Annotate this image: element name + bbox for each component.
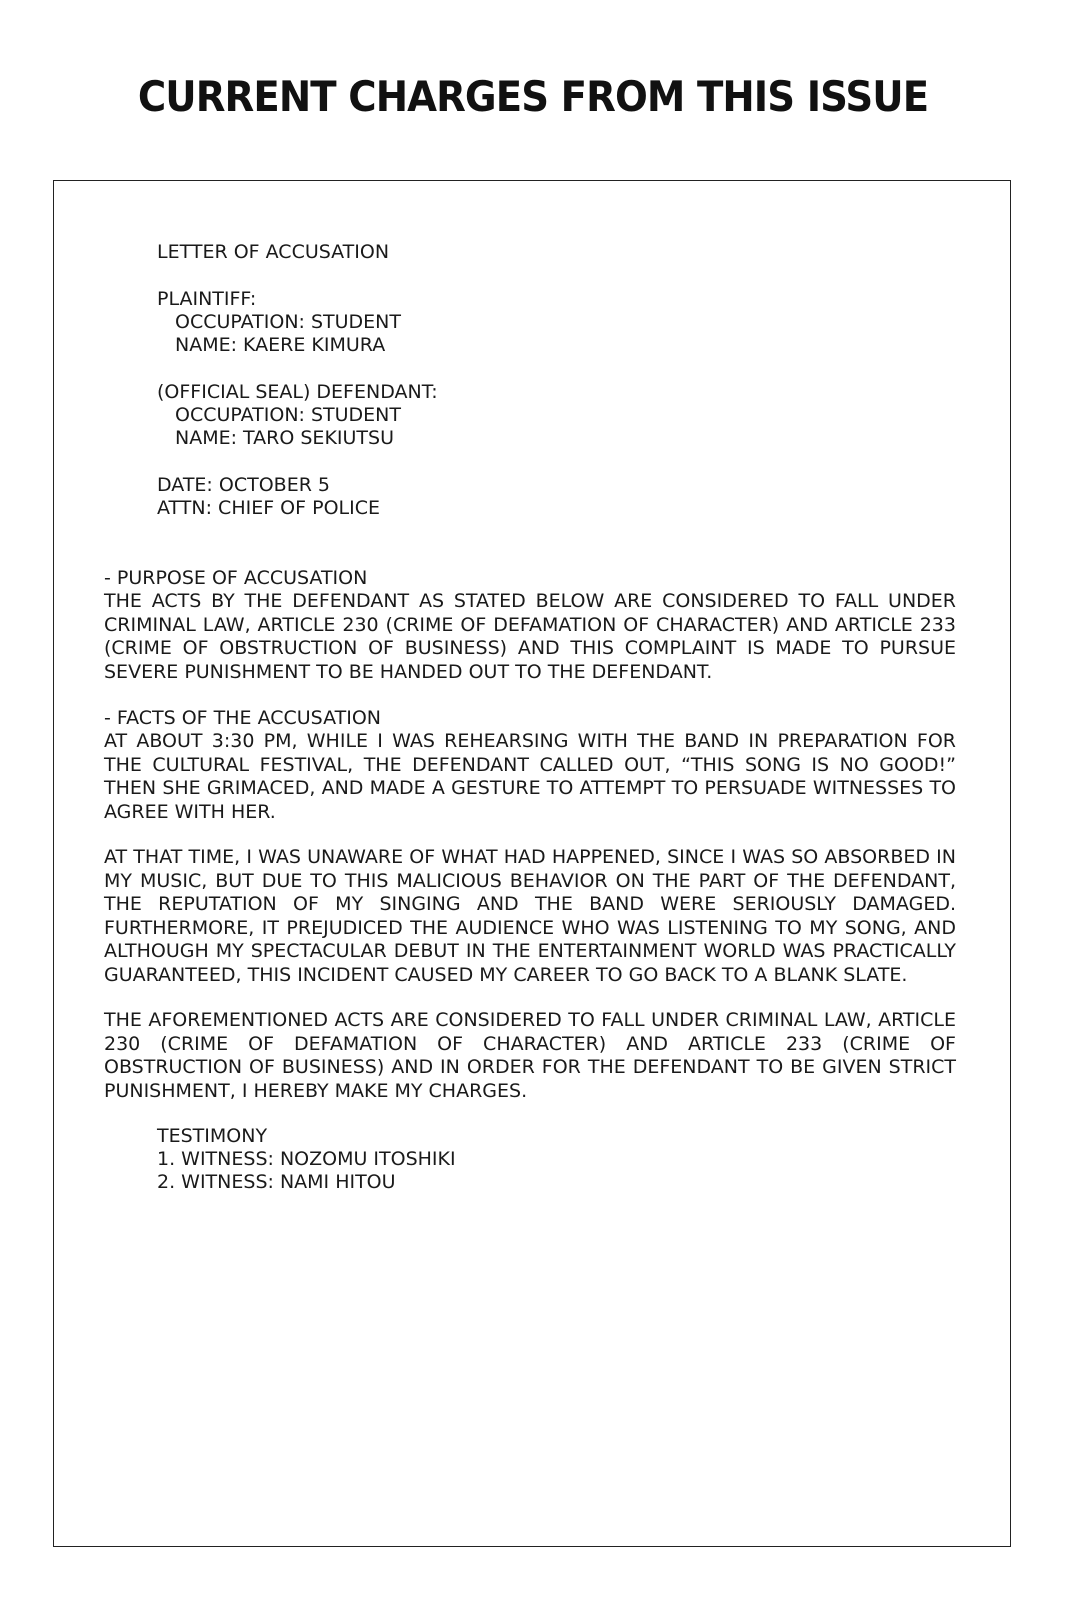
letter-attn: ATTN: CHIEF OF POLICE bbox=[157, 497, 380, 519]
defendant-label: (OFFICIAL SEAL) DEFENDANT: bbox=[157, 381, 438, 403]
purpose-heading: - PURPOSE OF ACCUSATION bbox=[104, 567, 368, 589]
facts-heading: - FACTS OF THE ACCUSATION bbox=[104, 707, 381, 729]
facts-paragraph-2: AT THAT TIME, I WAS UNAWARE OF WHAT HAD HAPPENED, SINCE I WAS SO ABSORBED IN MY MUSIC, BUT DUE TO THIS MALICIOUS BEHAVIOR ON THE PART OF THE DEFENDANT, THE REPUTATION OF MY SINGING AND THE BAND WERE SERIOUSLY DAMAGED. FURTHERMORE, IT PREJUDICED THE AUDIENCE WHO WAS LISTENING TO MY SONG, AND ALTHOUGH MY SPECTACULAR DEBUT IN THE ENTERTAINMENT WORLD WAS PRACTICALLY GUARANTEED, THIS INCIDENT CAUSED MY CAREER TO GO BACK TO A BLANK SLATE. bbox=[104, 846, 956, 986]
witness-2: 2. WITNESS: NAMI HITOU bbox=[157, 1171, 396, 1193]
facts-paragraph-3: THE AFOREMENTIONED ACTS ARE CONSIDERED TO FALL UNDER CRIMINAL LAW, ARTICLE 230 (CRIME OF DEFAMATION OF CHARACTER) AND ARTICLE 233 (CRIME OF OBSTRUCTION OF BUSINESS) AND IN ORDER FOR THE DEFENDANT TO BE GIVEN STRICT PUNISHMENT, I HEREBY MAKE MY CHARGES. bbox=[104, 1009, 956, 1102]
plaintiff-name: NAME: KAERE KIMURA bbox=[175, 334, 386, 356]
plaintiff-label: PLAINTIFF: bbox=[157, 288, 257, 310]
letter-heading: LETTER OF ACCUSATION bbox=[157, 241, 390, 263]
plaintiff-occupation: OCCUPATION: STUDENT bbox=[175, 311, 402, 333]
page-title: CURRENT CHARGES FROM THIS ISSUE bbox=[137, 72, 929, 121]
witness-1: 1. WITNESS: NOZOMU ITOSHIKI bbox=[157, 1148, 456, 1170]
testimony-heading: TESTIMONY bbox=[157, 1125, 268, 1147]
defendant-occupation: OCCUPATION: STUDENT bbox=[175, 404, 402, 426]
defendant-name: NAME: TARO SEKIUTSU bbox=[175, 427, 394, 449]
letter-date: DATE: OCTOBER 5 bbox=[157, 474, 331, 496]
purpose-body: THE ACTS BY THE DEFENDANT AS STATED BELOW ARE CONSIDERED TO FALL UNDER CRIMINAL LAW, ARTICLE 230 (CRIME OF DEFAMATION OF CHARACTER) AND ARTICLE 233 (CRIME OF OBSTRUCTION OF BUSINESS) AND THIS COMPLAINT IS MADE TO PURSUE SEVERE PUNISHMENT TO BE HANDED OUT TO THE DEFENDANT. bbox=[104, 590, 956, 683]
facts-paragraph-1: AT ABOUT 3:30 PM, WHILE I WAS REHEARSING WITH THE BAND IN PREPARATION FOR THE CULTURAL FESTIVAL, THE DEFENDANT CALLED OUT, “THIS SONG IS NO GOOD!” THEN SHE GRIMACED, AND MADE A GESTURE TO ATTEMPT TO PERSUADE WITNESSES TO AGREE WITH HER. bbox=[104, 730, 956, 823]
